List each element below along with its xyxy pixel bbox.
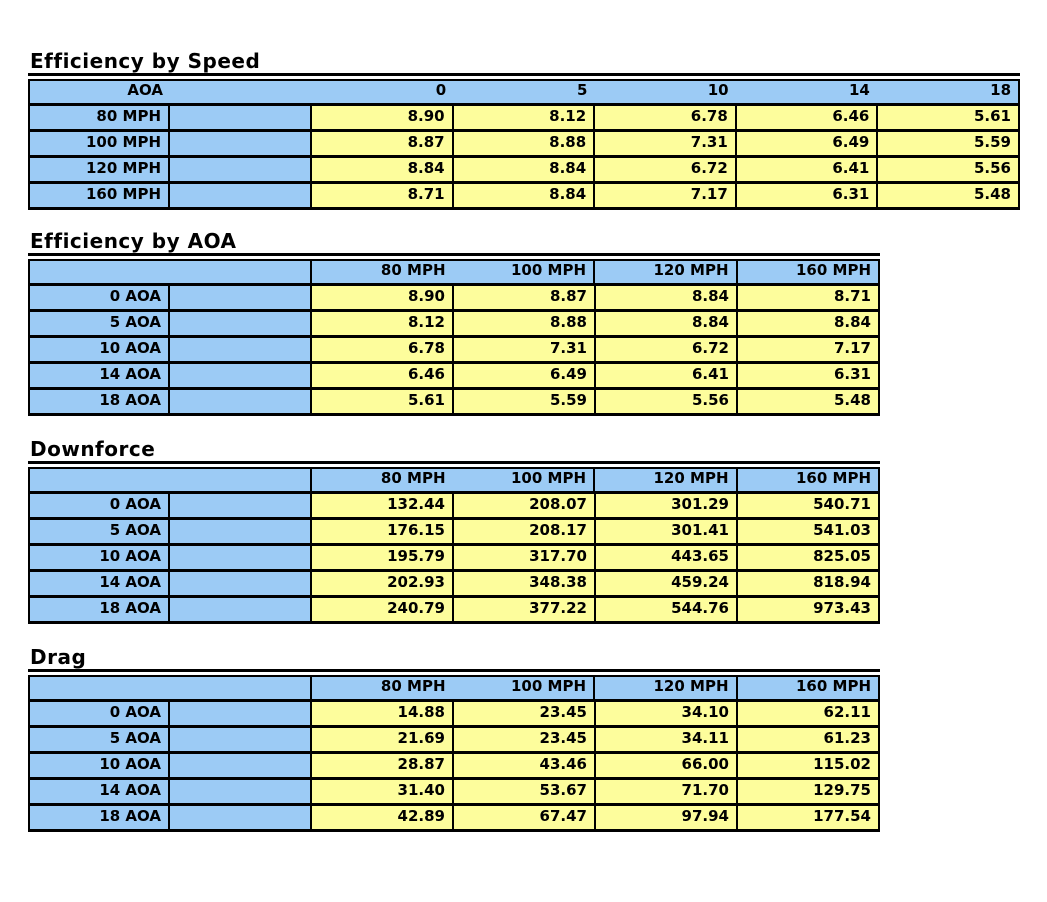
column-header-cell: 18 xyxy=(877,81,1018,103)
value-cell: 7.31 xyxy=(454,338,596,361)
spacer-cell xyxy=(170,338,312,361)
spacer-cell xyxy=(170,364,312,387)
spacer-cell xyxy=(170,286,312,309)
value-cell: 23.45 xyxy=(454,728,596,751)
value-cell: 8.84 xyxy=(312,158,454,181)
table-drag xyxy=(28,646,880,832)
value-cell: 115.02 xyxy=(738,754,878,777)
table-row xyxy=(30,546,878,572)
value-cell: 301.41 xyxy=(596,520,738,543)
spacer-cell xyxy=(170,780,312,803)
value-cell: 66.00 xyxy=(596,754,738,777)
column-header-cell: 100 MPH xyxy=(453,469,596,491)
value-cell: 459.24 xyxy=(596,572,738,595)
row-label-cell: 100 MPH xyxy=(30,132,170,155)
row-label-cell: 5 AOA xyxy=(30,520,170,543)
value-cell: 825.05 xyxy=(738,546,878,569)
table-grid xyxy=(28,79,1020,210)
spacer-cell xyxy=(170,184,312,207)
spacer-cell xyxy=(170,106,312,129)
value-cell: 5.48 xyxy=(878,184,1018,207)
column-header-cell: 120 MPH xyxy=(595,677,738,699)
spacer-cell xyxy=(170,390,312,413)
header-row xyxy=(30,81,1018,106)
table-grid xyxy=(28,259,880,416)
value-cell: 34.11 xyxy=(596,728,738,751)
header-corner-cell xyxy=(30,469,312,491)
value-cell: 5.56 xyxy=(878,158,1018,181)
column-header-cell: 120 MPH xyxy=(595,469,738,491)
value-cell: 541.03 xyxy=(738,520,878,543)
spacer-cell xyxy=(170,598,312,621)
value-cell: 8.84 xyxy=(596,312,738,335)
spacer-cell xyxy=(170,520,312,543)
table-row xyxy=(30,598,878,621)
table-row xyxy=(30,106,1018,132)
table-row xyxy=(30,702,878,728)
row-label-cell: 0 AOA xyxy=(30,494,170,517)
value-cell: 301.29 xyxy=(596,494,738,517)
corner-label-cell: AOA xyxy=(30,81,170,103)
value-cell: 5.56 xyxy=(596,390,738,413)
value-cell: 7.31 xyxy=(595,132,737,155)
value-cell: 8.12 xyxy=(454,106,596,129)
spacer-cell xyxy=(170,494,312,517)
table-row xyxy=(30,184,1018,207)
value-cell: 6.41 xyxy=(737,158,879,181)
row-label-cell: 18 AOA xyxy=(30,390,170,413)
column-header-cell: 160 MPH xyxy=(738,677,879,699)
value-cell: 8.84 xyxy=(738,312,878,335)
value-cell: 8.87 xyxy=(312,132,454,155)
spacer-cell xyxy=(170,806,312,829)
value-cell: 202.93 xyxy=(312,572,454,595)
value-cell: 818.94 xyxy=(738,572,878,595)
column-header-cell: 5 xyxy=(453,81,594,103)
column-header-cell: 100 MPH xyxy=(453,261,596,283)
value-cell: 132.44 xyxy=(312,494,454,517)
table-row xyxy=(30,312,878,338)
header-row xyxy=(30,469,878,494)
row-label-cell: 14 AOA xyxy=(30,572,170,595)
table-efficiency-by-speed xyxy=(28,50,1020,210)
value-cell: 71.70 xyxy=(596,780,738,803)
value-cell: 348.38 xyxy=(454,572,596,595)
value-cell: 28.87 xyxy=(312,754,454,777)
row-label-cell: 0 AOA xyxy=(30,702,170,725)
value-cell: 23.45 xyxy=(454,702,596,725)
value-cell: 62.11 xyxy=(738,702,878,725)
column-header-cell: 0 xyxy=(312,81,453,103)
table-row xyxy=(30,728,878,754)
spacer-cell xyxy=(170,702,312,725)
value-cell: 97.94 xyxy=(596,806,738,829)
value-cell: 195.79 xyxy=(312,546,454,569)
row-label-cell: 120 MPH xyxy=(30,158,170,181)
value-cell: 208.07 xyxy=(454,494,596,517)
value-cell: 5.59 xyxy=(454,390,596,413)
row-label-cell: 5 AOA xyxy=(30,728,170,751)
table-row xyxy=(30,390,878,413)
table-row xyxy=(30,494,878,520)
column-header-cell: 80 MPH xyxy=(312,677,453,699)
row-label-cell: 18 AOA xyxy=(30,806,170,829)
column-header-cell: 100 MPH xyxy=(453,677,596,699)
value-cell: 176.15 xyxy=(312,520,454,543)
value-cell: 540.71 xyxy=(738,494,878,517)
column-header-cell: 120 MPH xyxy=(595,261,738,283)
value-cell: 8.84 xyxy=(596,286,738,309)
header-corner-cell xyxy=(30,261,312,283)
value-cell: 973.43 xyxy=(738,598,878,621)
table-grid xyxy=(28,675,880,832)
value-cell: 43.46 xyxy=(454,754,596,777)
value-cell: 8.84 xyxy=(454,158,596,181)
value-cell: 6.72 xyxy=(596,338,738,361)
row-label-cell: 5 AOA xyxy=(30,312,170,335)
column-header-cell: 160 MPH xyxy=(738,469,879,491)
row-label-cell: 10 AOA xyxy=(30,546,170,569)
value-cell: 8.71 xyxy=(312,184,454,207)
spacer-cell xyxy=(170,754,312,777)
header-row xyxy=(30,677,878,702)
row-label-cell: 0 AOA xyxy=(30,286,170,309)
column-header-cell: 80 MPH xyxy=(312,469,453,491)
spacer-cell xyxy=(170,546,312,569)
value-cell: 5.48 xyxy=(738,390,878,413)
table-row xyxy=(30,158,1018,184)
value-cell: 6.78 xyxy=(312,338,454,361)
value-cell: 42.89 xyxy=(312,806,454,829)
value-cell: 8.90 xyxy=(312,286,454,309)
header-corner-cell xyxy=(30,677,312,699)
value-cell: 5.61 xyxy=(878,106,1018,129)
table-row xyxy=(30,286,878,312)
value-cell: 8.87 xyxy=(454,286,596,309)
value-cell: 21.69 xyxy=(312,728,454,751)
value-cell: 67.47 xyxy=(454,806,596,829)
value-cell: 8.88 xyxy=(454,312,596,335)
table-title: Drag xyxy=(28,646,880,672)
table-title: Efficiency by AOA xyxy=(28,230,880,256)
table-row xyxy=(30,338,878,364)
value-cell: 5.61 xyxy=(312,390,454,413)
value-cell: 14.88 xyxy=(312,702,454,725)
spacer-cell xyxy=(170,728,312,751)
value-cell: 317.70 xyxy=(454,546,596,569)
header-spacer-cell xyxy=(170,81,312,103)
table-row xyxy=(30,572,878,598)
table-title: Downforce xyxy=(28,438,880,464)
value-cell: 6.41 xyxy=(596,364,738,387)
value-cell: 8.84 xyxy=(454,184,596,207)
row-label-cell: 18 AOA xyxy=(30,598,170,621)
column-header-cell: 160 MPH xyxy=(738,261,879,283)
table-title: Efficiency by Speed xyxy=(28,50,1020,76)
value-cell: 6.49 xyxy=(454,364,596,387)
column-header-cell: 80 MPH xyxy=(312,261,453,283)
table-efficiency-by-aoa xyxy=(28,230,880,416)
value-cell: 6.72 xyxy=(595,158,737,181)
value-cell: 377.22 xyxy=(454,598,596,621)
value-cell: 5.59 xyxy=(878,132,1018,155)
table-row xyxy=(30,780,878,806)
value-cell: 177.54 xyxy=(738,806,878,829)
value-cell: 8.71 xyxy=(738,286,878,309)
table-row xyxy=(30,806,878,829)
value-cell: 8.90 xyxy=(312,106,454,129)
column-header-cell: 10 xyxy=(594,81,735,103)
row-label-cell: 10 AOA xyxy=(30,338,170,361)
spacer-cell xyxy=(170,312,312,335)
table-downforce xyxy=(28,438,880,624)
spacer-cell xyxy=(170,158,312,181)
value-cell: 6.49 xyxy=(737,132,879,155)
row-label-cell: 80 MPH xyxy=(30,106,170,129)
table-row xyxy=(30,132,1018,158)
value-cell: 443.65 xyxy=(596,546,738,569)
value-cell: 6.31 xyxy=(738,364,878,387)
value-cell: 129.75 xyxy=(738,780,878,803)
value-cell: 6.78 xyxy=(595,106,737,129)
value-cell: 240.79 xyxy=(312,598,454,621)
value-cell: 544.76 xyxy=(596,598,738,621)
row-label-cell: 160 MPH xyxy=(30,184,170,207)
value-cell: 61.23 xyxy=(738,728,878,751)
spacer-cell xyxy=(170,572,312,595)
table-row xyxy=(30,364,878,390)
value-cell: 8.88 xyxy=(454,132,596,155)
table-grid xyxy=(28,467,880,624)
value-cell: 7.17 xyxy=(738,338,878,361)
value-cell: 6.46 xyxy=(312,364,454,387)
spacer-cell xyxy=(170,132,312,155)
table-row xyxy=(30,754,878,780)
value-cell: 53.67 xyxy=(454,780,596,803)
column-header-cell: 14 xyxy=(736,81,877,103)
row-label-cell: 14 AOA xyxy=(30,780,170,803)
value-cell: 208.17 xyxy=(454,520,596,543)
value-cell: 34.10 xyxy=(596,702,738,725)
table-row xyxy=(30,520,878,546)
header-row xyxy=(30,261,878,286)
value-cell: 31.40 xyxy=(312,780,454,803)
row-label-cell: 10 AOA xyxy=(30,754,170,777)
value-cell: 6.31 xyxy=(737,184,879,207)
value-cell: 7.17 xyxy=(595,184,737,207)
value-cell: 6.46 xyxy=(737,106,879,129)
row-label-cell: 14 AOA xyxy=(30,364,170,387)
value-cell: 8.12 xyxy=(312,312,454,335)
